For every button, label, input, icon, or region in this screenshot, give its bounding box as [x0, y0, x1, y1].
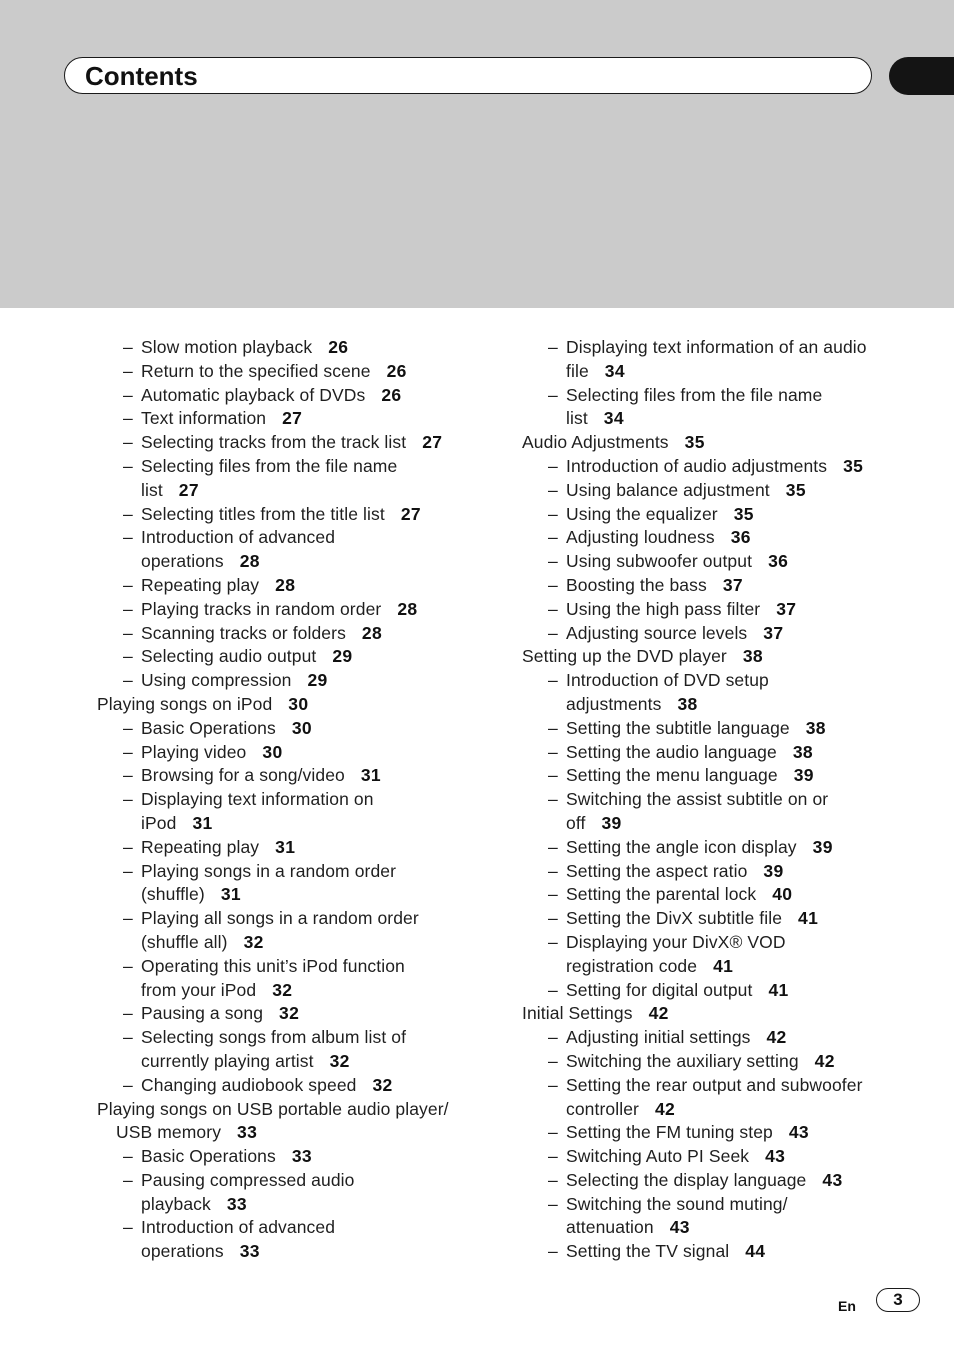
toc-page-number: 32 [329, 1050, 350, 1071]
toc-section-entry[interactable] [97, 1098, 457, 1146]
toc-page-number: 36 [730, 527, 751, 548]
toc-column-right [522, 336, 882, 1264]
toc-page-number: 35 [733, 503, 754, 524]
toc-entry-text: Selecting audio output [141, 646, 317, 667]
toc-entry-text: operations [141, 1241, 224, 1262]
toc-page-number: 38 [742, 646, 763, 667]
toc-entry-text: Selecting songs from album list of [141, 1027, 407, 1048]
section-tab [889, 57, 954, 95]
toc-entry-text: Displaying text information of an audio [566, 337, 867, 357]
toc-entry-text: attenuation [566, 1217, 654, 1238]
toc-page-number: 33 [239, 1241, 260, 1262]
toc-subentry[interactable] [97, 574, 457, 598]
toc-subentry[interactable] [522, 1050, 882, 1074]
toc-entry-text: Using the high pass filter [566, 598, 761, 619]
toc-entry-text: Using compression [141, 670, 292, 691]
toc-subentry[interactable] [97, 645, 457, 669]
toc-page-number: 43 [669, 1217, 690, 1238]
toc-section-entry[interactable] [97, 693, 457, 717]
toc-subentry[interactable] [97, 669, 457, 693]
toc-entry-text: (shuffle) [141, 884, 205, 905]
toc-subentry[interactable] [522, 526, 882, 550]
toc-entry-text: Playing video [141, 741, 247, 762]
toc-page-number: 26 [381, 384, 402, 405]
toc-page-number: 37 [722, 574, 743, 595]
toc-entry-text: off [566, 812, 586, 833]
toc-entry-text: from your iPod [141, 979, 257, 1000]
toc-page-number: 35 [843, 455, 864, 476]
toc-entry-text: Setting up the DVD player [522, 646, 727, 667]
toc-section-entry[interactable] [522, 645, 882, 669]
toc-page-number: 42 [814, 1050, 835, 1071]
toc-entry-text: Scanning tracks or folders [141, 622, 346, 643]
toc-page-number: 39 [601, 812, 622, 833]
toc-subentry[interactable] [522, 788, 882, 836]
toc-page-number: 41 [798, 908, 819, 929]
toc-entry-text: Introduction of audio adjustments [566, 455, 828, 476]
toc-subentry[interactable] [522, 860, 882, 884]
toc-entry-text: Introduction of DVD setup [566, 670, 769, 691]
toc-entry-text: Playing songs in a random order [141, 860, 397, 881]
toc-subentry[interactable] [97, 1216, 457, 1264]
toc-entry-text: Using subwoofer output [566, 551, 753, 572]
language-label: En [838, 1298, 856, 1314]
toc-entry-text: Displaying your DivX® VOD [566, 931, 786, 952]
toc-page-number: 43 [765, 1146, 786, 1167]
toc-subentry[interactable] [97, 455, 457, 503]
toc-page-number: 34 [604, 360, 625, 381]
toc-subentry[interactable] [522, 836, 882, 860]
toc-entry-text: playback [141, 1193, 211, 1214]
toc-entry-text: Selecting files from the file name [566, 384, 823, 405]
toc-entry-text: Selecting files from the file name [141, 455, 398, 476]
toc-entry-text: Boosting the bass [566, 574, 707, 595]
toc-page-number: 28 [397, 598, 418, 619]
page-number: 3 [876, 1288, 920, 1312]
toc-page-number: 30 [288, 693, 309, 714]
toc-page-number: 31 [275, 836, 296, 857]
toc-page-number: 28 [361, 622, 382, 643]
toc-entry-text: file [566, 360, 589, 381]
toc-entry-text: Slow motion playback [141, 337, 313, 357]
toc-entry-text: Setting the parental lock [566, 884, 757, 905]
toc-subentry[interactable] [97, 788, 457, 836]
toc-subentry[interactable] [522, 503, 882, 527]
toc-section-entry[interactable] [522, 431, 882, 455]
toc-entry-text: Playing songs on USB portable audio player/ [97, 1098, 449, 1119]
toc-entry-text: Setting the audio language [566, 741, 777, 762]
toc-entry-text: Initial Settings [522, 1003, 633, 1024]
toc-entry-text: Selecting the display language [566, 1169, 807, 1190]
toc-page-number: 28 [239, 551, 260, 572]
toc-subentry[interactable] [522, 455, 882, 479]
toc-subentry[interactable] [97, 1074, 457, 1098]
toc-subentry[interactable] [97, 503, 457, 527]
toc-subentry[interactable] [522, 550, 882, 574]
toc-subentry[interactable] [97, 360, 457, 384]
toc-subentry[interactable] [97, 384, 457, 408]
toc-entry-text: Displaying text information on [141, 789, 374, 810]
toc-page-number: 28 [275, 574, 296, 595]
toc-entry-text: Setting the FM tuning step [566, 1122, 773, 1143]
toc-subentry[interactable] [97, 717, 457, 741]
toc-page-number: 31 [220, 884, 241, 905]
toc-entry-text: Setting for digital output [566, 979, 753, 1000]
toc-page-number: 27 [282, 408, 303, 429]
toc-entry-text: Using balance adjustment [566, 479, 770, 500]
toc-section-entry[interactable] [522, 1002, 882, 1026]
toc-subentry[interactable] [522, 717, 882, 741]
toc-page-number: 31 [360, 765, 381, 786]
toc-entry-text: (shuffle all) [141, 931, 228, 952]
toc-entry-text: Selecting titles from the title list [141, 503, 385, 524]
toc-entry-text: Pausing a song [141, 1003, 264, 1024]
toc-page-number: 26 [328, 337, 349, 357]
toc-subentry[interactable] [522, 336, 882, 384]
toc-entry-text: currently playing artist [141, 1050, 314, 1071]
toc-subentry[interactable] [522, 1145, 882, 1169]
toc-entry-text: Playing tracks in random order [141, 598, 382, 619]
toc-page-number: 39 [793, 765, 814, 786]
toc-subentry[interactable] [97, 407, 457, 431]
toc-subentry[interactable] [97, 1169, 457, 1217]
toc-entry-text: Pausing compressed audio [141, 1169, 355, 1190]
header-banner [0, 0, 954, 308]
toc-entry-text: list [141, 479, 163, 500]
toc-page-number: 32 [372, 1074, 393, 1095]
toc-entry-text: Introduction of advanced [141, 1217, 336, 1238]
toc-entry-text: Setting the DivX subtitle file [566, 908, 783, 929]
toc-page-number: 26 [386, 360, 407, 381]
toc-entry-text: Return to the specified scene [141, 360, 371, 381]
toc-subentry[interactable] [522, 979, 882, 1003]
toc-entry-text: Setting the angle icon display [566, 836, 797, 857]
toc-subentry[interactable] [522, 574, 882, 598]
toc-subentry[interactable] [97, 1145, 457, 1169]
toc-entry-text: Adjusting loudness [566, 527, 715, 548]
toc-subentry[interactable] [97, 741, 457, 765]
toc-page-number: 38 [677, 693, 698, 714]
toc-entry-text: Adjusting source levels [566, 622, 748, 643]
toc-entry-text: Setting the subtitle language [566, 717, 790, 738]
toc-page-number: 27 [400, 503, 421, 524]
toc-entry-text: Adjusting initial settings [566, 1027, 751, 1048]
toc-page-number: 38 [805, 717, 826, 738]
toc-page-number: 33 [237, 1122, 258, 1143]
toc-entry-text: Basic Operations [141, 1146, 276, 1167]
toc-page-number: 42 [766, 1027, 787, 1048]
toc-page-number: 39 [763, 860, 784, 881]
toc-page-number: 41 [713, 955, 734, 976]
toc-entry-text: controller [566, 1098, 639, 1119]
toc-subentry[interactable] [97, 336, 457, 360]
toc-page-number: 29 [307, 670, 328, 691]
toc-entry-text: Basic Operations [141, 717, 276, 738]
toc-page-number: 37 [763, 622, 784, 643]
toc-page-number: 37 [776, 598, 797, 619]
toc-entry-text: Setting the rear output and subwoofer [566, 1074, 863, 1095]
toc-column-left [97, 336, 457, 1264]
toc-subentry[interactable] [97, 622, 457, 646]
toc-subentry[interactable] [522, 764, 882, 788]
toc-page-number: 43 [822, 1169, 843, 1190]
toc-page-number: 38 [792, 741, 813, 762]
toc-subentry[interactable] [522, 883, 882, 907]
toc-subentry[interactable] [522, 479, 882, 503]
toc-entry-text: Switching Auto PI Seek [566, 1146, 750, 1167]
toc-entry-text: iPod [141, 812, 177, 833]
toc-subentry[interactable] [97, 955, 457, 1003]
toc-entry-text: Switching the auxiliary setting [566, 1050, 799, 1071]
toc-subentry[interactable] [522, 931, 882, 979]
toc-page-number: 32 [243, 931, 264, 952]
toc-entry-text: Playing songs on iPod [97, 693, 273, 714]
toc-page-number: 36 [768, 551, 789, 572]
toc-entry-text: adjustments [566, 693, 662, 714]
toc-entry-text: Browsing for a song/video [141, 765, 345, 786]
toc-entry-text: Text information [141, 408, 267, 429]
toc-subentry[interactable] [97, 836, 457, 860]
toc-page-number: 32 [272, 979, 293, 1000]
toc-entry-text: Operating this unit’s iPod function [141, 955, 405, 976]
toc-subentry[interactable] [97, 764, 457, 788]
toc-subentry[interactable] [97, 431, 457, 455]
toc-page-number: 32 [279, 1003, 300, 1024]
toc-entry-text: Introduction of advanced [141, 527, 336, 548]
toc-entry-text: Repeating play [141, 574, 260, 595]
toc-subentry[interactable] [522, 622, 882, 646]
toc-entry-text: USB memory [116, 1122, 222, 1143]
toc-page-number: 43 [788, 1122, 809, 1143]
toc-page-number: 41 [768, 979, 789, 1000]
toc-entry-text: Playing all songs in a random order [141, 908, 419, 929]
toc-entry-text: Automatic playback of DVDs [141, 384, 366, 405]
title-box [64, 57, 872, 94]
toc-subentry[interactable] [522, 1074, 882, 1122]
toc-page-number: 35 [684, 432, 705, 453]
toc-page-number: 30 [262, 741, 283, 762]
toc-page-number: 35 [785, 479, 806, 500]
toc-page-number: 39 [812, 836, 833, 857]
toc-subentry[interactable] [522, 1121, 882, 1145]
toc-subentry[interactable] [97, 860, 457, 908]
toc-page-number: 44 [745, 1241, 766, 1262]
toc-subentry[interactable] [522, 1026, 882, 1050]
toc-subentry[interactable] [522, 1193, 882, 1241]
toc-entry-text: operations [141, 551, 224, 572]
toc-subentry[interactable] [97, 907, 457, 955]
toc-page-number: 40 [772, 884, 793, 905]
toc-entry-text: Using the equalizer [566, 503, 718, 524]
toc-page-number: 31 [192, 812, 213, 833]
toc-page-number: 27 [178, 479, 199, 500]
toc-subentry[interactable] [522, 384, 882, 432]
toc-subentry[interactable] [522, 598, 882, 622]
toc-entry-text: Setting the TV signal [566, 1241, 730, 1262]
toc-entry-text: list [566, 408, 588, 429]
toc-subentry[interactable] [522, 1240, 882, 1264]
toc-entry-text: Audio Adjustments [522, 432, 669, 453]
page-title: Contents [85, 61, 198, 91]
toc-entry-text: Switching the sound muting/ [566, 1193, 788, 1214]
toc-subentry[interactable] [97, 1002, 457, 1026]
toc-subentry[interactable] [97, 1026, 457, 1074]
toc-page-number: 30 [291, 717, 312, 738]
toc-subentry[interactable] [522, 907, 882, 931]
toc-page-number: 42 [648, 1003, 669, 1024]
toc-page-number: 42 [654, 1098, 676, 1119]
toc-entry-text: Changing audiobook speed [141, 1074, 357, 1095]
toc-page-number: 33 [291, 1146, 312, 1167]
toc-page-number: 29 [332, 646, 353, 667]
toc-subentry[interactable] [522, 1169, 882, 1193]
toc-page-number: 27 [422, 432, 443, 453]
toc-subentry[interactable] [522, 669, 882, 717]
toc-entry-text: registration code [566, 955, 698, 976]
toc-subentry[interactable] [522, 741, 882, 765]
toc-subentry[interactable] [97, 526, 457, 574]
toc-entry-text: Repeating play [141, 836, 260, 857]
toc-subentry[interactable] [97, 598, 457, 622]
toc-entry-text: Setting the menu language [566, 765, 778, 786]
toc-entry-text: Switching the assist subtitle on or [566, 789, 829, 810]
toc-entry-text: Setting the aspect ratio [566, 860, 748, 881]
toc-entry-text: Selecting tracks from the track list [141, 432, 407, 453]
toc-page-number: 34 [603, 408, 624, 429]
toc-page-number: 33 [226, 1193, 247, 1214]
